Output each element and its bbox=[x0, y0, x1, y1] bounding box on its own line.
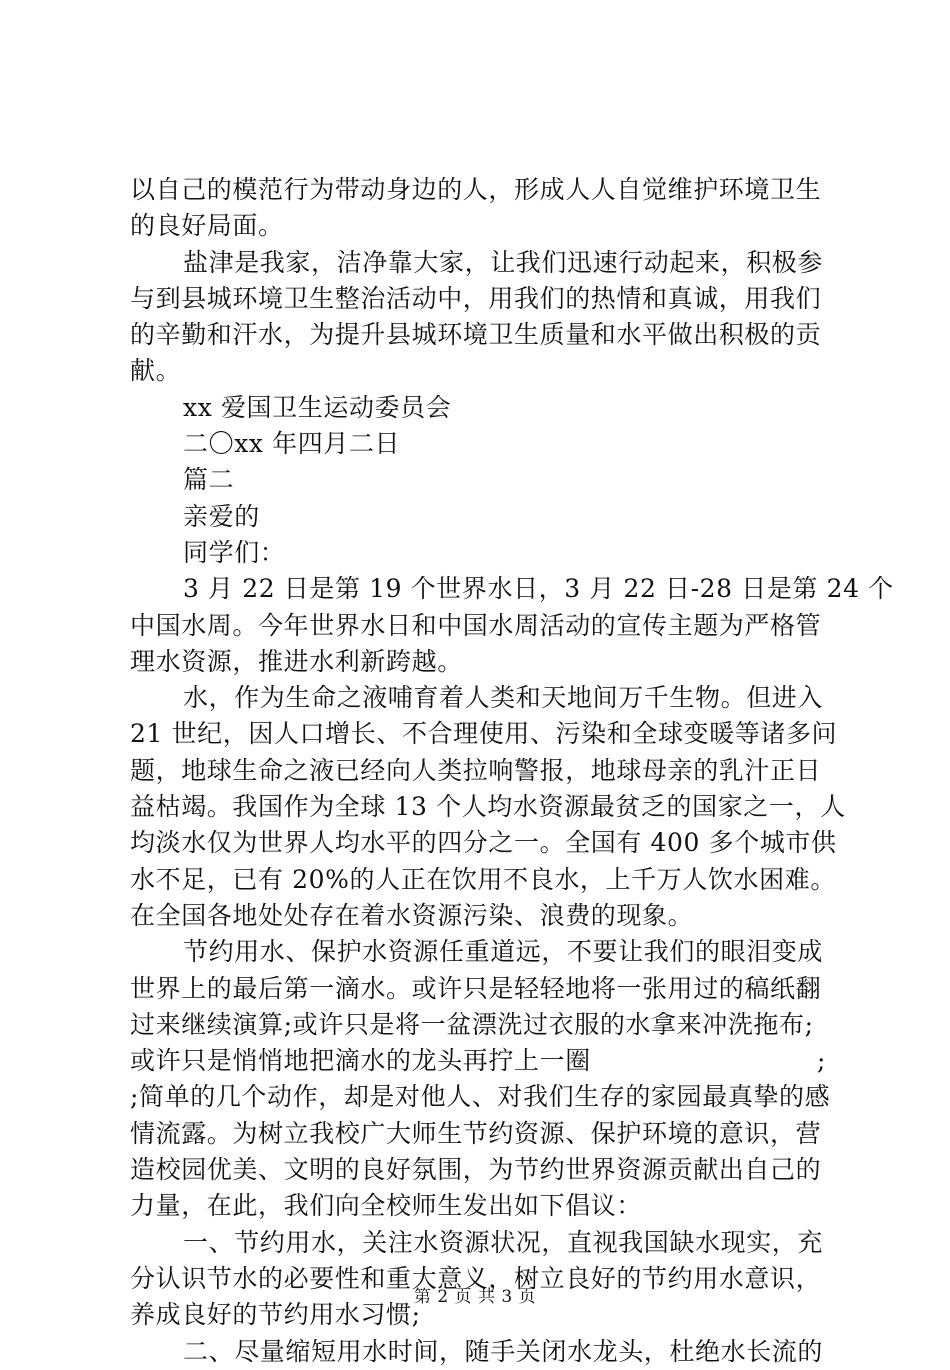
text-line: 养成良好的节约用水习惯; bbox=[130, 1300, 421, 1330]
text-line: 的辛勤和汗水，为提升县城环境卫生质量和水平做出积极的贡 bbox=[130, 320, 822, 350]
text-line: 理水资源，推进水利新跨越。 bbox=[130, 646, 463, 676]
text-segment: ; bbox=[816, 1046, 826, 1076]
text-line: ;简单的几个动作，却是对他人、对我们生存的家园最真挚的感 bbox=[130, 1082, 831, 1112]
text-line: 情流露。为树立我校广大师生节约资源、保护环境的意识，营 bbox=[130, 1118, 822, 1148]
salutation: 亲爱的 bbox=[183, 501, 260, 531]
text-line-split bbox=[130, 1043, 830, 1079]
text-line: 3 月 22 日是第 19 个世界水日，3 月 22 日-28 日是第 24 个 bbox=[183, 574, 894, 604]
text-line: 一、节约用水，关注水资源状况，直视我国缺水现实，充 bbox=[183, 1227, 824, 1257]
text-line: 题，地球生命之液已经向人类拉响警报，地球母亲的乳汁正日 bbox=[130, 755, 822, 785]
page-number: 第 2 页 共 3 页 bbox=[413, 1287, 537, 1307]
signature-org: xx 爱国卫生运动委员会 bbox=[183, 392, 452, 422]
text-line: 盐津是我家，洁净靠大家，让我们迅速行动起来，积极参 bbox=[183, 247, 824, 277]
text-line: 益枯竭。我国作为全球 13 个人均水资源最贫乏的国家之一，人 bbox=[130, 792, 846, 822]
text-line: 均淡水仅为世界人均水平的四分之一。全国有 400 多个城市供 bbox=[130, 828, 837, 858]
text-line: 过来继续演算;或许只是将一盆漂洗过衣服的水拿来冲洗拖布; bbox=[130, 1009, 814, 1039]
text-line: 与到县城环境卫生整治活动中，用我们的热情和真诚，用我们 bbox=[130, 283, 822, 313]
section-heading: 篇二 bbox=[183, 465, 235, 495]
text-line: 二、尽量缩短用水时间，随手关闭水龙头，杜绝水长流的 bbox=[183, 1336, 824, 1366]
text-line: 献。 bbox=[130, 356, 182, 386]
text-line: 水不足，已有 20%的人正在饮用不良水，上千万人饮水困难。 bbox=[130, 864, 836, 894]
signature-date: 二〇xx 年四月二日 bbox=[183, 429, 401, 459]
salutation: 同学们： bbox=[183, 537, 286, 567]
document-body bbox=[130, 172, 894, 1370]
text-line: 21 世纪，因人口增长、不合理使用、污染和全球变暖等诸多问 bbox=[130, 719, 838, 749]
text-line: 中国水周。今年世界水日和中国水周活动的宣传主题为严格管 bbox=[130, 610, 822, 640]
text-line: 的良好局面。 bbox=[130, 211, 284, 241]
text-line: 节约用水、保护水资源任重道远，不要让我们的眼泪变成 bbox=[183, 937, 824, 967]
text-line: 在全国各地处处存在着水资源污染、浪费的现象。 bbox=[130, 900, 694, 930]
text-line: 分认识节水的必要性和重大意义，树立良好的节约用水意识， bbox=[130, 1263, 822, 1293]
text-line: 世界上的最后第一滴水。或许只是轻轻地将一张用过的稿纸翻 bbox=[130, 973, 822, 1003]
text-line: 以自己的模范行为带动身边的人，形成人人自觉维护环境卫生 bbox=[130, 175, 822, 204]
text-line: 力量，在此，我们向全校师生发出如下倡议： bbox=[130, 1191, 643, 1221]
text-segment: 或许只是悄悄地把滴水的龙头再拧上一圈 bbox=[130, 1046, 591, 1076]
text-line: 造校园优美、文明的良好氛围，为节约世界资源贡献出自己的 bbox=[130, 1155, 822, 1185]
text-line: 水，作为生命之液哺育着人类和天地间万千生物。但进入 bbox=[183, 683, 824, 713]
